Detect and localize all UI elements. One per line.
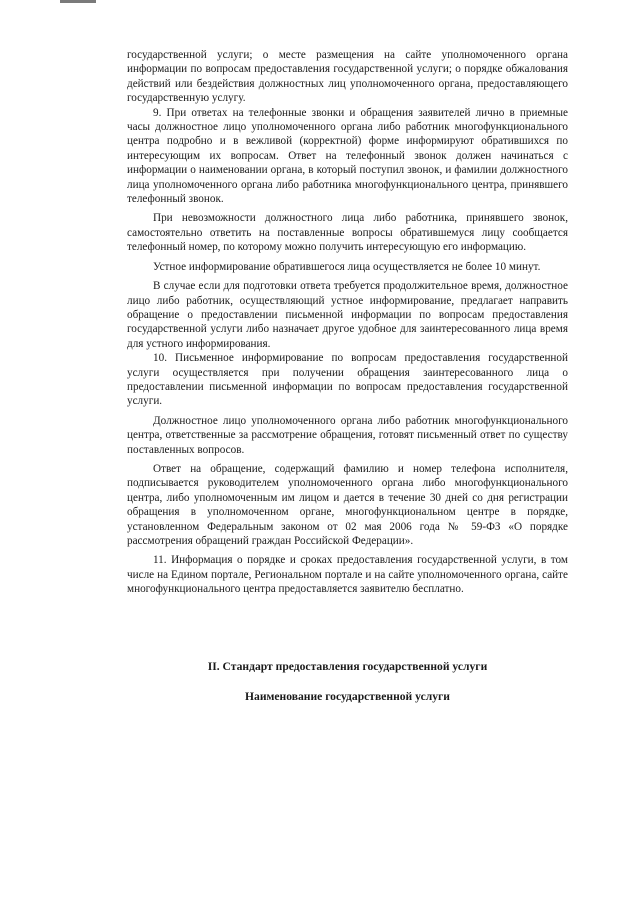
paragraph-oral-duration: Устное информирование обратившегося лица осуществляется не более 10 минут.: [153, 260, 541, 273]
document-body: [127, 48, 568, 597]
paragraph-written-answer: Должностное лицо уполномоченного органа либо работник многофункционального центра, ответственные за рассмотрение обращения, готовят письменный ответ по существу поставленных вопросов.: [127, 414, 568, 456]
paragraph-intro: государственной услуги; о месте размещения на сайте уполномоченного органа информации по вопросам предоставления государственной услуги; о порядке обжалования действий или бездействия должностных лиц уполномоченного органа, предоставляющего государственную услугу.: [127, 49, 568, 105]
subsection-heading: Наименование государственной услуги: [245, 690, 450, 703]
paragraph-long-answer: В случае если для подготовки ответа требуется продолжительное время, должностное лицо либо работник, осуществляющий устное информирование, предлагает направить обращение о предоставлении письменной информации по вопросам предоставления государственной услуги либо назначает другое удобное для заинтересованного лица время для устного информирования.: [127, 280, 568, 350]
paragraph-10: 10. Письменное информирование по вопросам предоставления государственной услуги осуществляется при получении обращения заинтересованного лица о предоставлении письменной информации по вопросам предоставления государственной услуги.: [127, 352, 568, 408]
page-edge-mark: [60, 0, 96, 3]
paragraph-9: 9. При ответах на телефонные звонки и обращения заявителей лично в приемные часы должностное лицо уполномоченного органа либо работник многофункционального центра подробно и в вежливой (корректной) форме информируют обратившихся по интересующим их вопросам. Ответ на телефонный звонок должен начинаться с информации о наименовании органа, в который поступил звонок, и фамилии должностного лица уполномоченного органа либо работника многофункционального центра, принявшего телефонный звонок.: [127, 106, 568, 206]
paragraph-answer-signature: Ответ на обращение, содержащий фамилию и номер телефона исполнителя, подписывается руководителем уполномоченного органа либо многофункционального центра, либо уполномоченным им лицом и дается в течение 30 дней со дня регистрации обращения в уполномоченном органе, многофункциональном центре в порядке, установленном Федеральным законом от 02 мая 2006 года № 59-ФЗ «О порядке рассмотрения обращений граждан Российской Федерации».: [127, 462, 568, 547]
paragraph-11: 11. Информация о порядке и сроках предоставления государственной услуги, в том числе на Едином портале, Региональном портале и на сайте уполномоченного органа, сайте многофункционального центра предоставляется заявителю бесплатно.: [127, 554, 568, 596]
paragraph-no-answer: При невозможности должностного лица либо работника, принявшего звонок, самостоятельно ответить на поставленные вопросы обратившемуся лицу сообщается телефонный номер, по которому можно получить интересующую его информацию.: [127, 212, 568, 254]
section-heading: II. Стандарт предоставления государственной услуги: [207, 660, 488, 673]
